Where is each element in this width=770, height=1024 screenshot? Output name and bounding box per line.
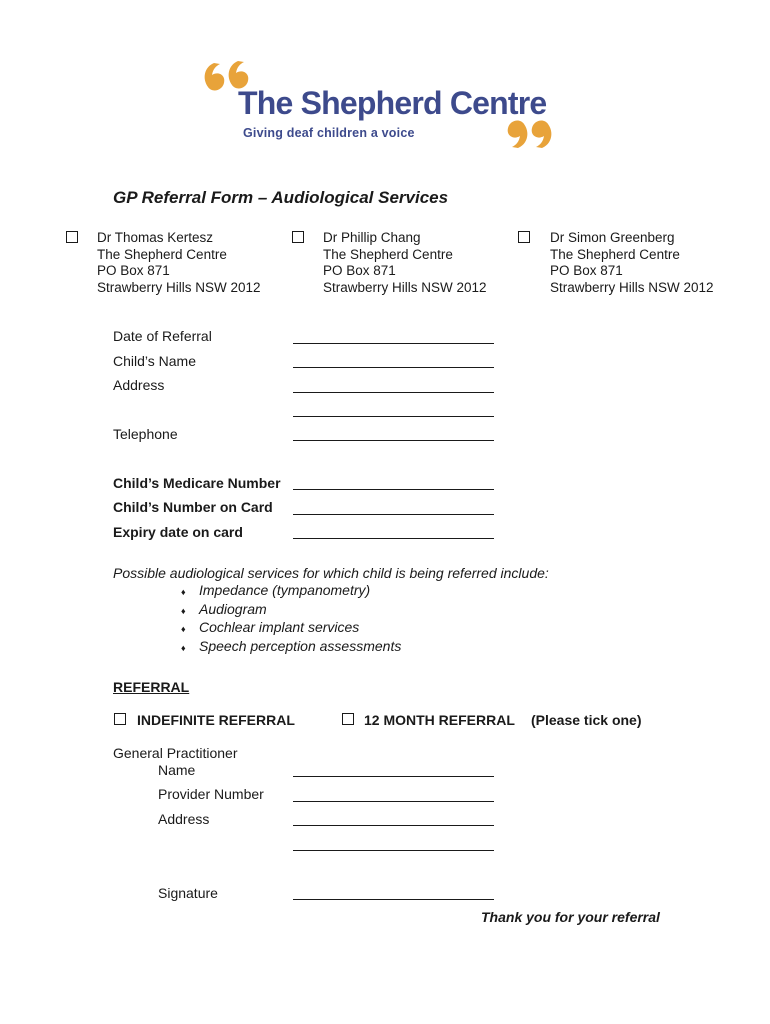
- address-field-line-2[interactable]: [293, 416, 494, 417]
- medicare-number-field[interactable]: [293, 489, 494, 490]
- services-list: [181, 582, 401, 656]
- signature-label: Signature: [158, 885, 218, 901]
- doctor-name: Dr Simon Greenberg: [550, 230, 675, 245]
- doctor-city: Strawberry Hills NSW 2012: [97, 279, 261, 295]
- doctor-checkbox-chang[interactable]: [292, 231, 304, 243]
- list-item: ♦ Cochlear implant services: [181, 619, 401, 638]
- date-of-referral-field[interactable]: [293, 343, 494, 344]
- doctor-checkbox-greenberg[interactable]: [518, 231, 530, 243]
- twelve-month-referral-checkbox[interactable]: [342, 713, 354, 725]
- signature-field[interactable]: [293, 899, 494, 900]
- gp-name-label: Name: [158, 762, 196, 778]
- diamond-bullet-icon: ♦: [181, 624, 186, 634]
- medicare-number-label: Child’s Medicare Number: [113, 475, 281, 491]
- gp-name-field[interactable]: [293, 776, 494, 777]
- twelve-month-referral-label: 12 MONTH REFERRAL: [364, 712, 515, 728]
- gp-address-field-line-2[interactable]: [293, 850, 494, 851]
- childs-name-field[interactable]: [293, 367, 494, 368]
- provider-number-field[interactable]: [293, 801, 494, 802]
- doctor-name: Dr Thomas Kertesz: [97, 230, 214, 245]
- diamond-bullet-icon: ♦: [181, 605, 186, 616]
- address-field-line-1[interactable]: [293, 392, 494, 393]
- doctor-name: Dr Phillip Chang: [323, 230, 421, 245]
- address-label: Address: [113, 377, 165, 393]
- expiry-date-field[interactable]: [293, 538, 494, 539]
- list-item: ♦ Speech perception assessments: [181, 638, 401, 657]
- doctor-po-box: PO Box 871: [97, 263, 170, 278]
- doctor-po-box: PO Box 871: [323, 263, 396, 278]
- form-title: GP Referral Form – Audiological Services: [113, 188, 449, 207]
- telephone-label: Telephone: [113, 426, 178, 442]
- doctor-city: Strawberry Hills NSW 2012: [550, 279, 714, 295]
- gp-address-field-line-1[interactable]: [293, 825, 494, 826]
- thank-you-note: Thank you for your referral: [481, 909, 660, 925]
- indefinite-referral-label: INDEFINITE REFERRAL: [137, 712, 295, 728]
- telephone-field[interactable]: [293, 440, 494, 441]
- diamond-bullet-icon: ♦: [181, 587, 186, 597]
- doctor-greenberg-address: [550, 230, 714, 296]
- doctor-po-box: PO Box 871: [550, 263, 623, 278]
- logo-name: The Shepherd Centre: [238, 85, 547, 121]
- doctor-chang-address: [323, 230, 487, 296]
- shepherd-centre-logo: [200, 55, 555, 155]
- childs-name-label: Child’s Name: [113, 353, 196, 369]
- provider-number-label: Provider Number: [158, 786, 264, 802]
- gp-heading: General Practitioner: [113, 745, 238, 761]
- doctor-org: The Shepherd Centre: [323, 246, 453, 262]
- doctor-checkbox-kertesz[interactable]: [66, 231, 78, 243]
- close-quote-icon: [502, 118, 557, 154]
- gp-address-label: Address: [158, 811, 210, 827]
- number-on-card-field[interactable]: [293, 514, 494, 515]
- list-item: ♦ Impedance (tympanometry): [181, 582, 401, 601]
- doctor-org: The Shepherd Centre: [97, 246, 227, 262]
- indefinite-referral-checkbox[interactable]: [114, 713, 126, 725]
- logo-tagline: Giving deaf children a voice: [243, 126, 415, 140]
- doctor-org: The Shepherd Centre: [550, 246, 680, 262]
- date-of-referral-label: Date of Referral: [113, 328, 212, 344]
- number-on-card-label: Child’s Number on Card: [113, 499, 273, 515]
- doctor-city: Strawberry Hills NSW 2012: [323, 279, 487, 295]
- referral-heading: REFERRAL: [113, 679, 190, 695]
- tick-one-instruction: (Please tick one): [531, 712, 642, 728]
- list-item: ♦ Audiogram: [181, 601, 401, 620]
- expiry-date-label: Expiry date on card: [113, 524, 243, 540]
- services-intro: Possible audiological services for which child is being referred include:: [113, 565, 549, 581]
- diamond-bullet-icon: ♦: [181, 642, 186, 653]
- doctor-kertesz-address: [97, 230, 261, 296]
